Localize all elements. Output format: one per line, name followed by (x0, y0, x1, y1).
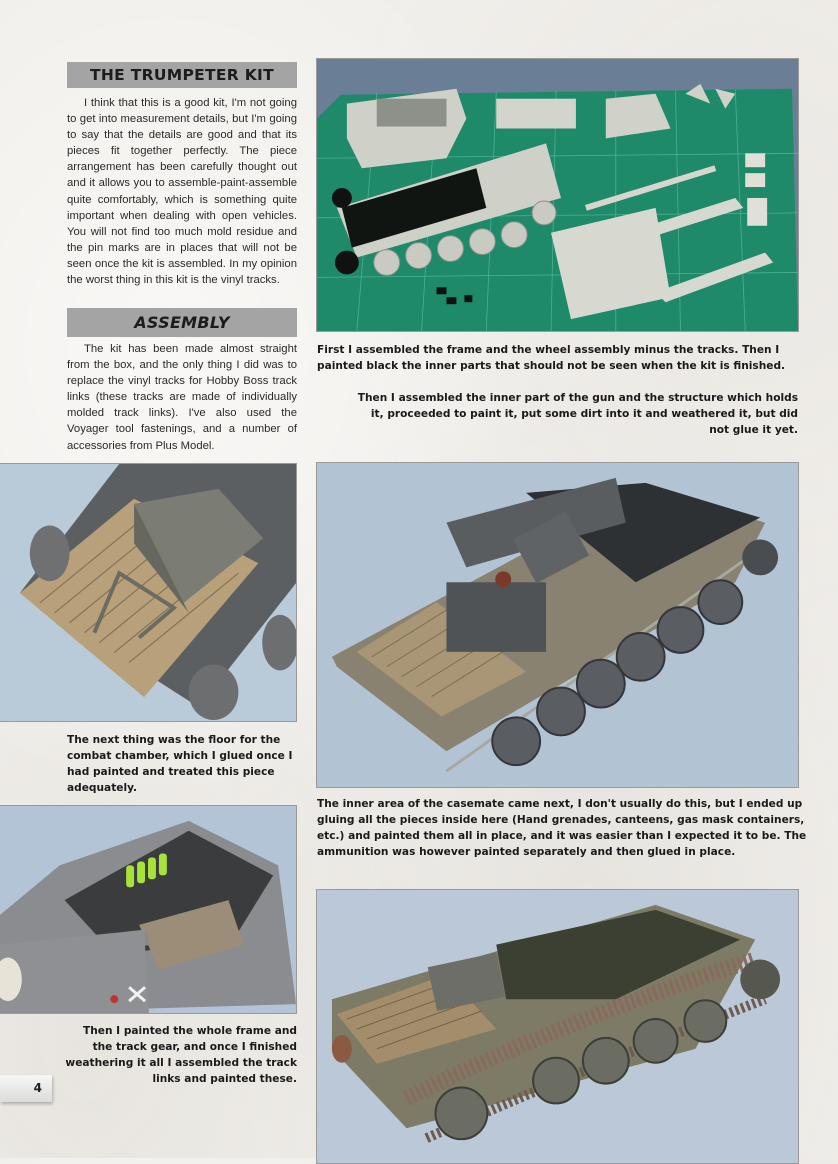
gun-structure-image (317, 463, 798, 787)
trumpeter-kit-body-text: I think that this is a good kit, I'm not going to get into measurement details, but I'm going to say that the details are good and that its pieces fit together perfectly. The piece arrangement has been carefully thought out and it allows you to assemble-paint-assemble quite comfortably, which is something quite important when dealing with open vehicles. You will not find too much mold residue and the pin marks are in places that will not be seen once the kit is assembled. In my opinion the worst thing in this kit is the vinyl tracks. (67, 97, 297, 287)
caption-frame-with-tracks: Then I painted the whole frame and the track gear, and once I finished weathering it all I assembled the track links and painted these. (65, 1025, 297, 1085)
photo-frame-with-tracks (316, 889, 799, 1164)
frame-with-tracks-image (317, 890, 798, 1163)
photo-gun-structure (316, 462, 799, 788)
caption-kit-parts-on-mat: First I assembled the frame and the wheel assembly minus the tracks. Then I painted black the inner parts that should not be seen when the kit is finished. (317, 344, 786, 372)
section-heading-assembly: ASSEMBLY (67, 308, 297, 337)
page-number: 4 (0, 1075, 52, 1102)
casemate-interior-image (0, 806, 296, 1013)
photo-casemate-interior (0, 805, 297, 1014)
combat-chamber-floor-image (0, 464, 296, 721)
assembly-body-text: The kit has been made almost straight from the box, and the only thing I did was to replace the vinyl tracks for Hobby Boss track links (these tracks are made of individually molded track links). I've also used the Voyager tool fastenings, and a number of accessories from Plus Model. (67, 343, 297, 452)
photo-combat-chamber-floor (0, 463, 297, 722)
caption-gun-structure: Then I assembled the inner part of the gun and the structure which holds it, proceeded to paint it, put some dirt into it and weathered it, but did not glue it yet. (357, 392, 798, 436)
kit-parts-image (317, 59, 798, 331)
photo-kit-parts-on-mat (316, 58, 799, 332)
caption-casemate-interior: The inner area of the casemate came next, I don't usually do this, but I ended up gluing all the pieces inside here (Hand grenades, canteens, gas mask containers, etc.) and painted them all in place, and it was easier than I expected it to be. The ammunition was however painted separately and then glued in place. (317, 798, 807, 858)
caption-combat-chamber-floor: The next thing was the floor for the combat chamber, which I glued once I had painted and treated this piece adequately. (67, 734, 293, 794)
section-heading-trumpeter-kit: THE TRUMPETER KIT (67, 62, 297, 88)
